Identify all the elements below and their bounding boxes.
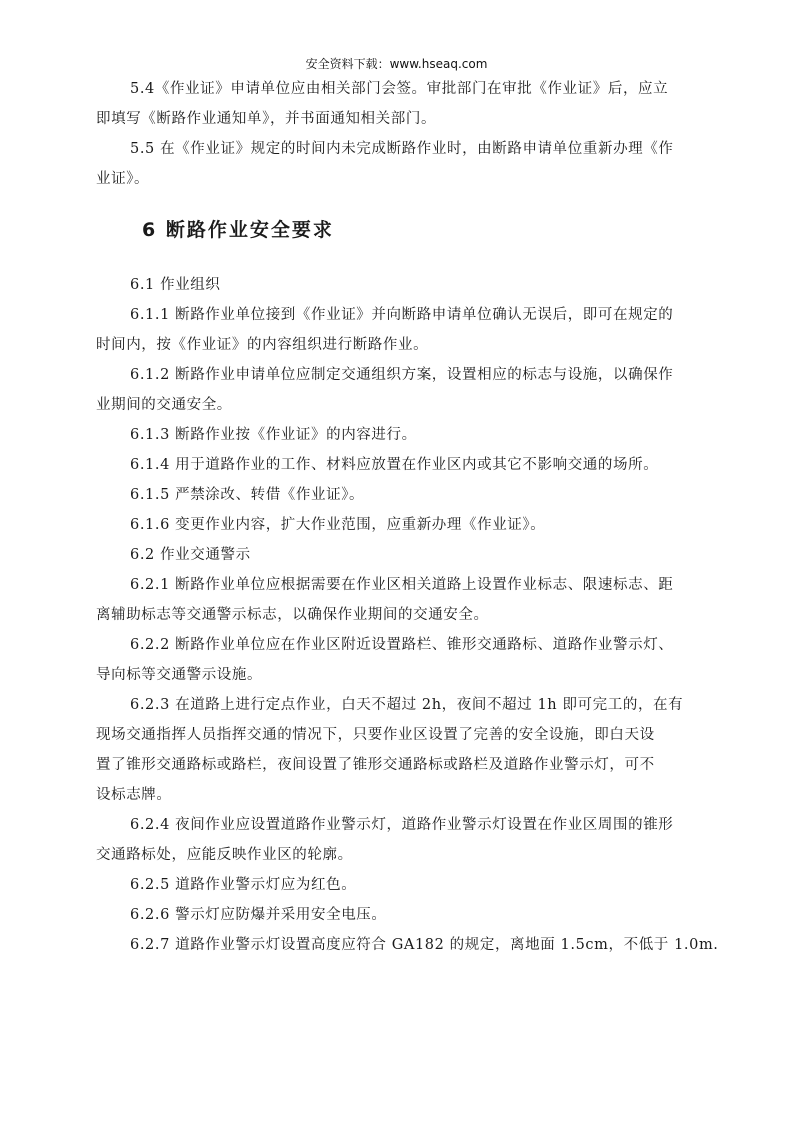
paragraph [96,510,696,540]
paragraph [96,810,696,870]
paragraph [96,870,696,900]
paragraph-line: 设标志牌。 [96,787,172,803]
paragraph-line: 6.1.1 断路作业单位接到《作业证》并向断路申请单位确认无误后，即可在规定的 [130,307,674,323]
paragraph-line: 5.4《作业证》申请单位应由相关部门会签。审批部门在审批《作业证》后，应立 [130,81,669,97]
paragraphs-before-heading [96,74,696,194]
paragraph-line: 5.5 在《作业证》规定的时间内未完成断路作业时，由断路申请单位重新办理《作 [130,141,674,157]
paragraph-line: 时间内，按《作业证》的内容组织进行断路作业。 [96,337,429,353]
paragraph-line: 交通路标处，应能反映作业区的轮廓。 [96,847,353,863]
paragraph-line: 6.2.2 断路作业单位应在作业区附近设置路栏、锥形交通路标、道路作业警示灯、 [130,637,674,653]
paragraph [96,360,696,420]
document-body [96,74,719,960]
paragraph-line: 即填写《断路作业通知单》，并书面通知相关部门。 [96,111,437,127]
paragraph-line: 6.1.3 断路作业按《作业证》的内容进行。 [130,427,417,443]
paragraph [96,690,696,810]
page-header: 安全资料下载：www.hseaq.com [305,57,488,71]
paragraph-line: 6.1.5 严禁涂改、转借《作业证》。 [130,487,365,503]
paragraph [96,480,696,510]
paragraph-line: 6.2.1 断路作业单位应根据需要在作业区相关道路上设置作业标志、限速标志、距 [130,577,674,593]
paragraph-line: 业期间的交通安全。 [96,397,232,413]
paragraph [96,570,696,630]
paragraph-line: 导向标等交通警示设施。 [96,667,263,683]
paragraph [96,540,696,570]
paragraph [96,930,719,960]
paragraph-line: 6.2.7 道路作业警示灯设置高度应符合 GA182 的规定，离地面 1.5cm，不低于 1.0m. [130,937,719,953]
paragraph [96,420,696,450]
paragraph-line: 6.2.3 在道路上进行定点作业，白天不超过 2h，夜间不超过 1h 即可完工的，在有 [130,697,684,713]
paragraph-line: 置了锥形交通路标或路栏，夜间设置了锥形交通路标或路栏及道路作业警示灯，可不 [96,757,655,773]
paragraph-line: 6.2.5 道路作业警示灯应为红色。 [130,877,357,893]
paragraph-line: 6.2.4 夜间作业应设置道路作业警示灯，道路作业警示灯设置在作业区周围的锥形 [130,817,674,833]
paragraph [96,300,696,360]
paragraph-line: 现场交通指挥人员指挥交通的情况下，只要作业区设置了完善的安全设施，即白天设 [96,727,655,743]
paragraph [96,270,696,300]
paragraph [96,900,696,930]
paragraph-line: 离辅助标志等交通警示标志，以确保作业期间的交通安全。 [96,607,489,623]
paragraph [96,74,696,134]
paragraph-line: 6.1 作业组织 [130,277,221,293]
paragraph [96,630,696,690]
paragraphs-after-heading [96,270,719,960]
paragraph-line: 6.2.6 警示灯应防爆并采用安全电压。 [130,907,387,923]
paragraph-line: 业证》。 [96,171,150,187]
paragraph-line: 6.2 作业交通警示 [130,547,251,563]
paragraph-line: 6.1.2 断路作业申请单位应制定交通组织方案，设置相应的标志与设施，以确保作 [130,367,674,383]
paragraph-line: 6.1.6 变更作业内容，扩大作业范围，应重新办理《作业证》。 [130,517,546,533]
paragraph [96,134,696,194]
paragraph-line: 6.1.4 用于道路作业的工作、材料应放置在作业区内或其它不影响交通的场所。 [130,457,659,473]
section-heading: 6 断路作业安全要求 [142,219,334,241]
paragraph [96,450,696,480]
